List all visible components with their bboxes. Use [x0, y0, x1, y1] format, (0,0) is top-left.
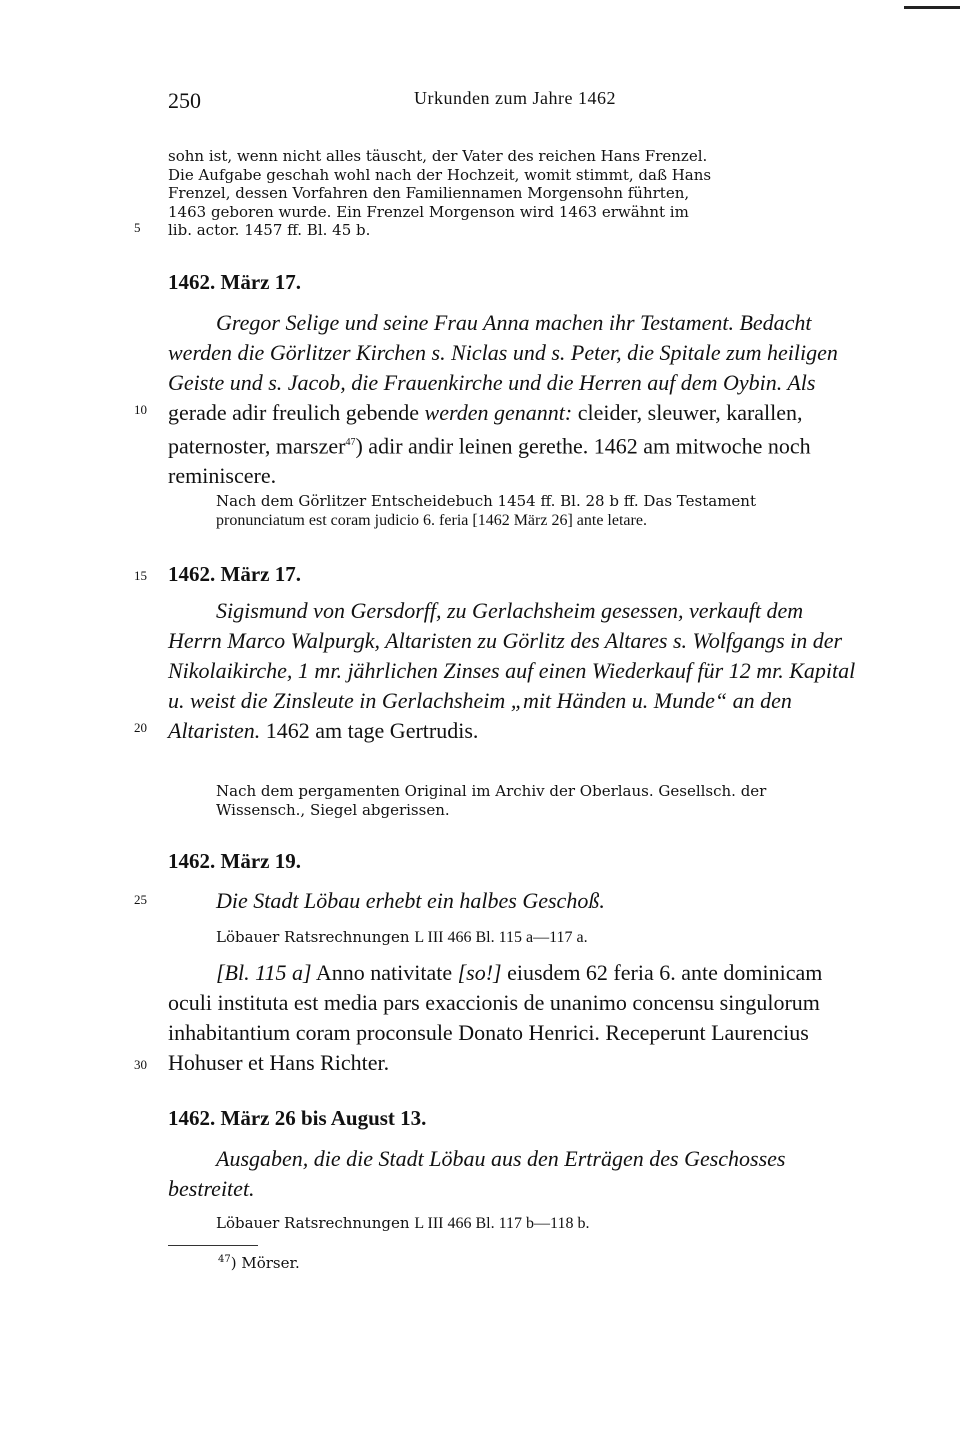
entry-source	[168, 928, 910, 947]
continuation-line: Frenzel, dessen Vorfahren den Familiennamen Morgensohn führten,	[168, 184, 690, 202]
source-line: Nach dem Görlitzer Entscheidebuch 1454 ff. Bl. 28 b ff. Das Testament	[216, 492, 756, 510]
entry-source	[168, 492, 910, 530]
line-number: 30	[134, 1057, 147, 1072]
page-header	[168, 88, 862, 116]
regest-italic: Sigismund von Gersdorff, zu Gerlachsheim gesessen, verkauft dem Herrn Marco Walpurgk, Altaristen zu Görlitz des Altares s. Wolfgangs in der Nikolaikirche, 1 mr. jährlichen Zinses auf einen Wiederkauf für 12 mr. Kapital u. weist die Zinsleute in Gerlachsheim „mit Händen u. Munde“ an den Altaristen.	[168, 598, 856, 743]
regest-italic: werden genannt:	[424, 400, 573, 425]
entry-regest	[168, 308, 862, 491]
entry-source	[168, 782, 910, 820]
text-roman: Anno nativitate	[315, 960, 453, 985]
source-line: Wissensch., Siegel abgerissen.	[216, 801, 450, 819]
source-prefix: Löbauer Ratsrechnungen	[216, 1214, 410, 1232]
entry-source	[168, 1214, 910, 1233]
continuation-line: Die Aufgabe geschah wohl nach der Hochzeit, womit stimmt, daß Hans	[168, 165, 712, 184]
line-number: 20	[134, 720, 147, 735]
source-line: Nach dem pergamenten Original im Archiv der Oberlaus. Gesellsch. der	[216, 782, 767, 800]
footnote-ref: 47	[345, 437, 356, 448]
text-italic: [Bl. 115 a]	[216, 960, 312, 985]
regest-italic: Die Stadt Löbau erhebt ein halbes Geschoß.	[216, 888, 605, 913]
entry-date: 1462. März 17.	[168, 270, 301, 294]
continuation-line: 1463 geboren wurde. Ein Frenzel Morgenson wird 1463 erwähnt im	[168, 202, 689, 221]
regest-italic: Ausgaben, die die Stadt Löbau aus den Erträgen des Geschosses bestreitet.	[168, 1146, 786, 1201]
footnote-text: ) Mörser.	[230, 1254, 300, 1272]
regest-roman: 1462 am tage Gertrudis.	[265, 718, 479, 743]
page-edge-mark	[904, 6, 960, 9]
running-title: Urkunden zum Jahre 1462	[414, 88, 616, 108]
source-prefix: Löbauer Ratsrechnungen	[216, 928, 410, 946]
entry-text	[168, 958, 862, 1078]
regest-italic: Gregor Selige und seine Frau Anna machen ihr Testament. Bedacht werden die Görlitzer Kirchen s. Niclas und s. Peter, die Spitale zum heiligen Geiste und s. Jacob, die Frauenkirche und die Herren auf dem Oybin. Als	[168, 310, 838, 395]
text-italic: [so!]	[457, 960, 502, 985]
entry-date: 1462. März 17.	[168, 562, 301, 586]
text-roman: eiusdem 62 feria 6. ante dominicam oculi instituta est media pars exaccionis de unanimo concensu singulorum inhabitantium coram proconsule Donato Henrici. Receperunt Laurencius Hohuser et Hans Richter.	[168, 960, 823, 1075]
entry-regest	[168, 596, 862, 746]
footnote	[218, 1254, 300, 1272]
source-rest: L III 466 Bl. 115 a—117 a.	[414, 929, 588, 946]
continuation-paragraph	[168, 147, 862, 240]
footnote-rule	[168, 1245, 258, 1246]
entry-date: 1462. März 26 bis August 13.	[168, 1106, 427, 1130]
continuation-line: sohn ist, wenn nicht alles täuscht, der Vater des reichen Hans Frenzel.	[168, 147, 708, 165]
line-number: 10	[134, 402, 147, 417]
source-rest: L III 466 Bl. 117 b—118 b.	[414, 1215, 590, 1232]
regest-roman: gerade adir freulich gebende	[168, 400, 420, 425]
entry-regest	[168, 886, 862, 916]
line-number: 5	[134, 220, 141, 235]
regest-roman: cleider, sleuwer, karallen, paternoster, marszer	[168, 400, 803, 459]
continuation-line: lib. actor. 1457 ff. Bl. 45 b.	[168, 221, 371, 239]
entry-regest	[168, 1144, 862, 1204]
page-number: 250	[168, 88, 201, 113]
source-line: pronunciatum est coram judicio 6. feria [1462 März 26] ante letare.	[216, 512, 647, 529]
footnote-number: 47	[218, 1254, 231, 1265]
entry-date: 1462. März 19.	[168, 849, 301, 873]
line-number: 15	[134, 568, 147, 583]
regest-roman: ) adir andir leinen gerethe. 1462 am mitwoche noch reminiscere.	[168, 433, 811, 489]
line-number: 25	[134, 892, 147, 907]
